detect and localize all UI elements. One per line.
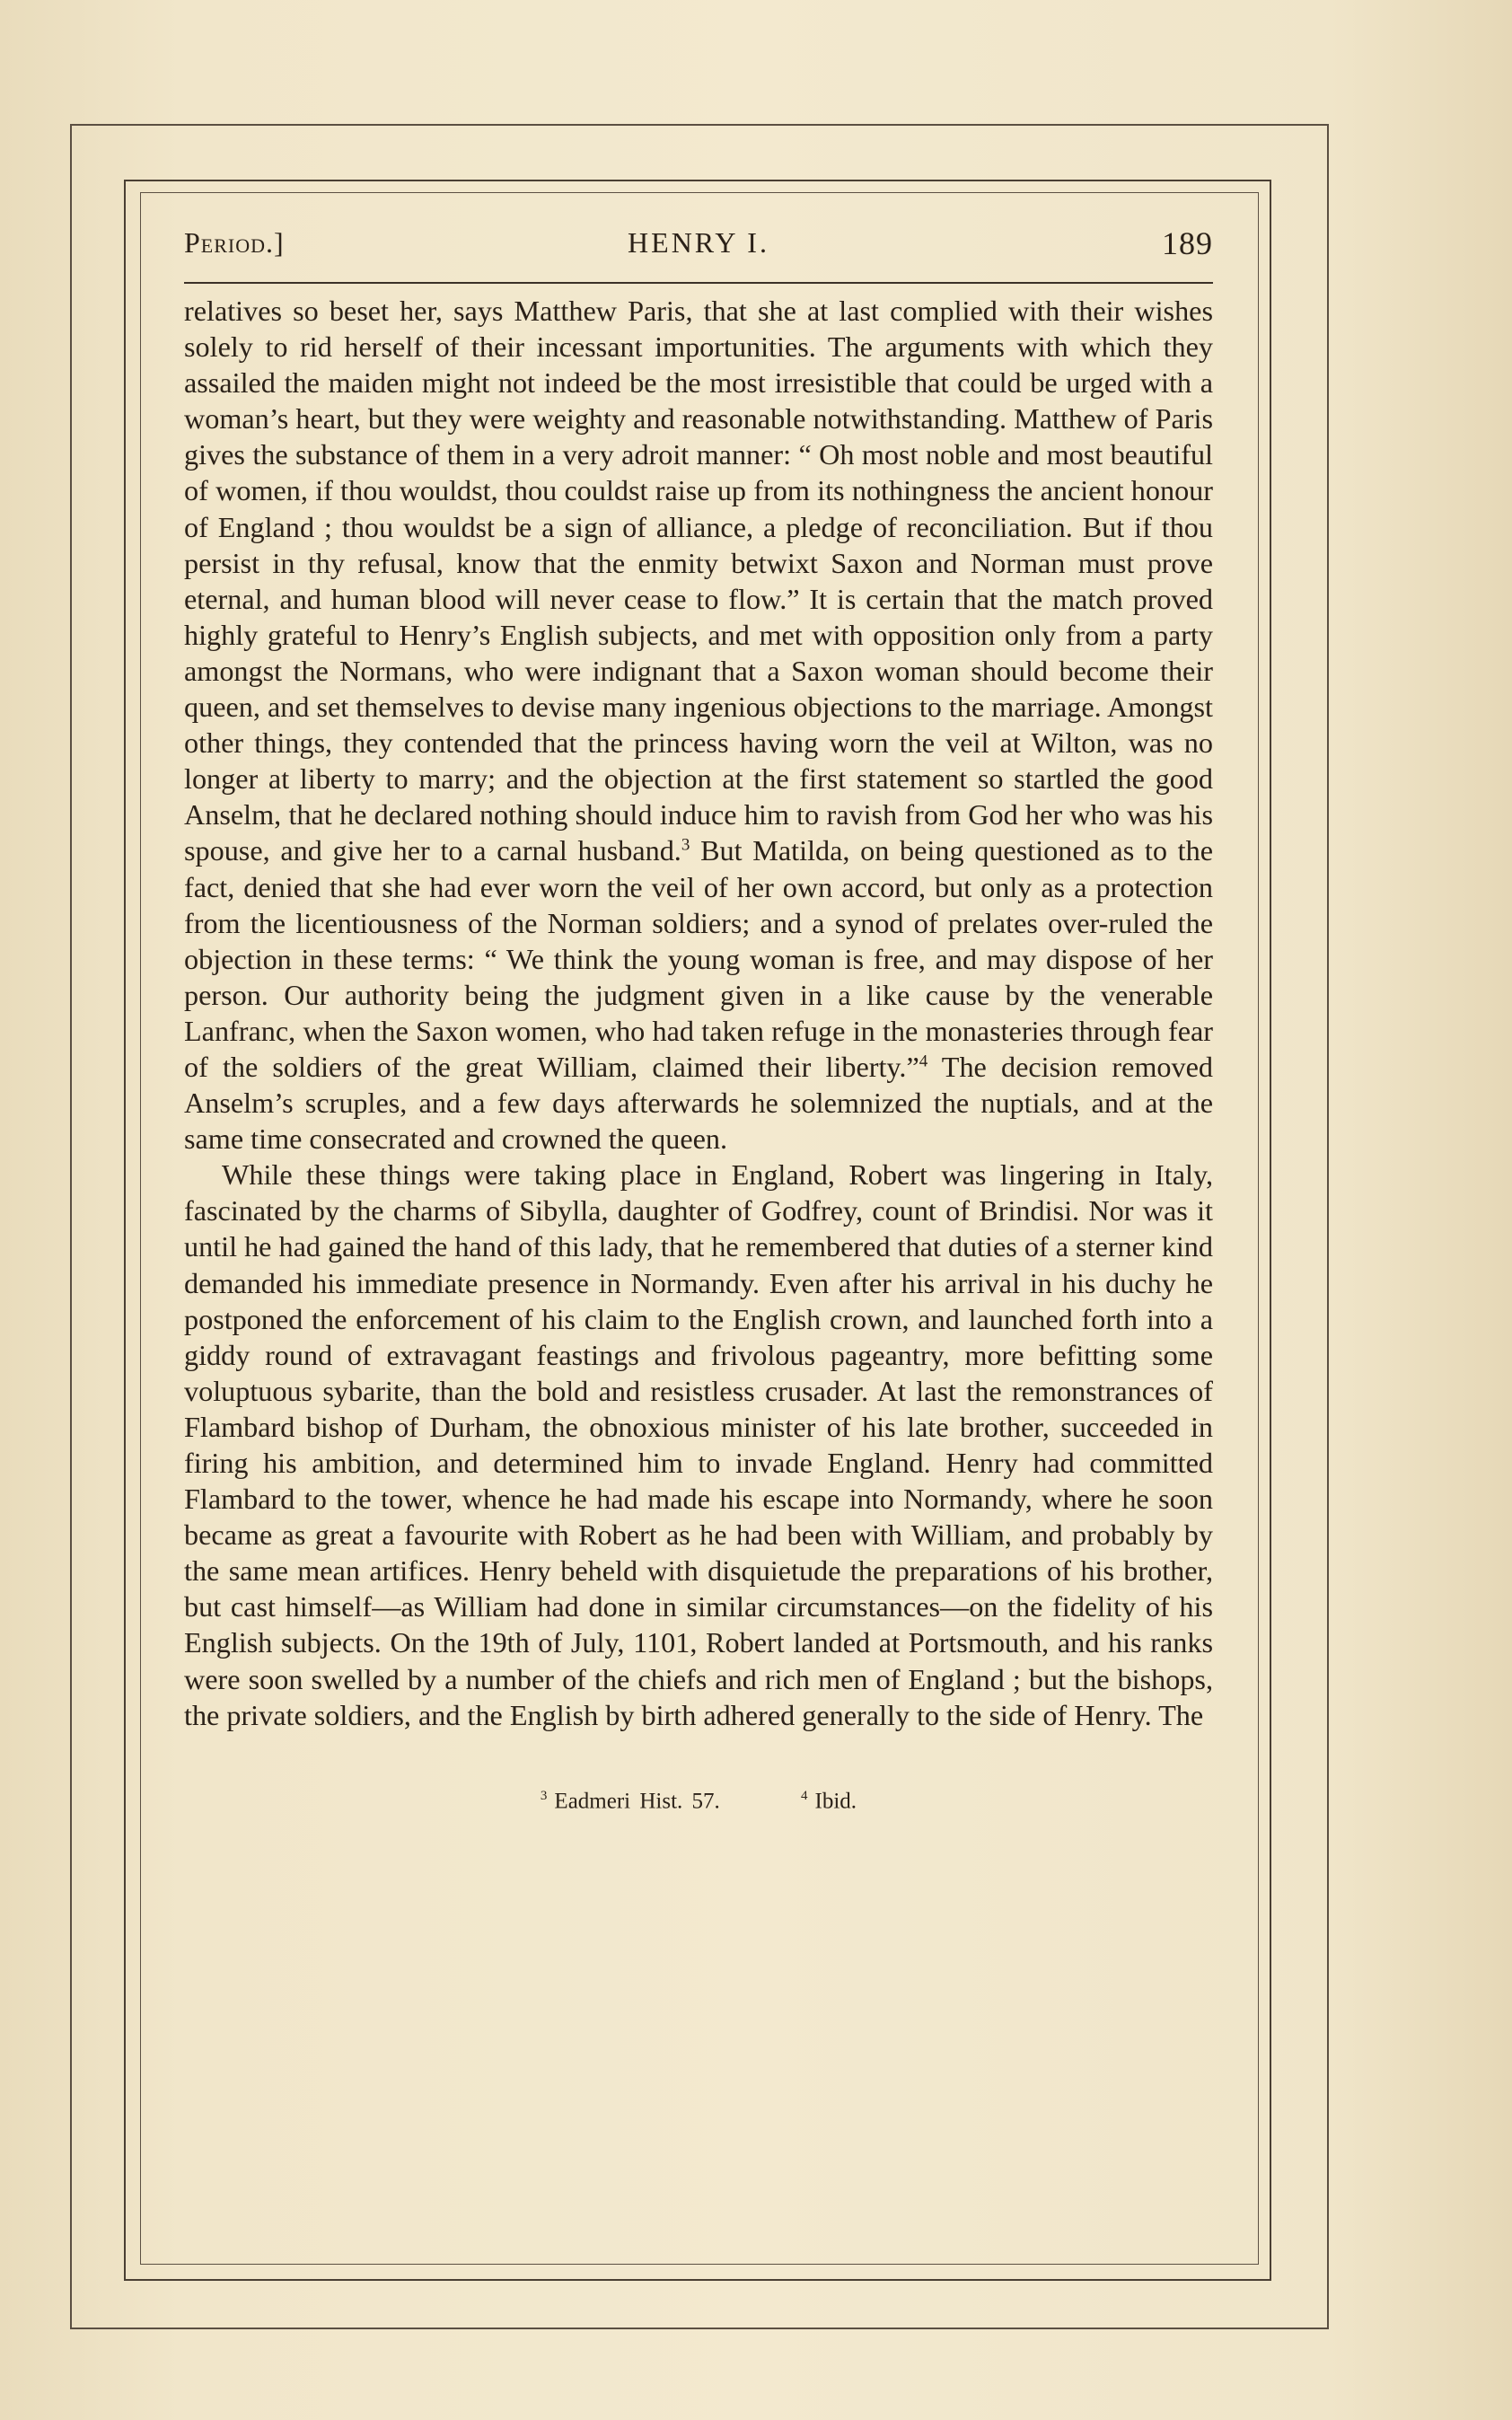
header-period: Period.] [184, 226, 285, 259]
running-header [184, 216, 1213, 268]
page-content [184, 216, 1213, 1814]
paragraph-1-part-2: But Matilda, on being questioned as to the fact, denied that she had ever worn the veil of her own accord, but only as a protection from the licentiousness of the Norman soldiers; and a synod of prelates over-ruled the objection in these terms: “ We think the young woman is free, and may dispose of her person. Our authority being the judgment given in a like cause by the venerable Lanfranc, when the Saxon women, who had taken refuge in the monasteries through fear of the soldiers of the great William, claimed their liberty.” [184, 834, 1213, 1083]
paragraph-1-part-1: relatives so beset her, says Matthew Paris, that she at last complied with their wishes solely to rid herself of their incessant importunities. The arguments with which they assailed the maiden might not indeed be the most irresistible that could be urged with a woman’s heart, but they were weighty and reasonable notwithstanding. Matthew of Paris gives the substance of them in a very adroit manner: “ Oh most noble and most beautiful of women, if thou wouldst, thou couldst raise up from its nothingness the ancient honour of England ; thou wouldst be a sign of alliance, a pledge of reconciliation. But if thou persist in thy refusal, know that the enmity betwixt Saxon and Norman must prove eternal, and human blood will never cease to flow.” It is certain that the match proved highly grateful to Henry’s English subjects, and met with opposition only from a party amongst the Normans, who were indignant that a Saxon woman should become their queen, and set themselves to devise many ingenious objections to the marriage. Amongst other things, they contended that the princess having worn the veil at Wilton, was no longer at liberty to marry; and the objection at the first statement so startled the good Anselm, that he declared nothing should induce him to ravish from God her who was his spouse, and give her to a carnal husband. [184, 295, 1213, 867]
paragraph-1-part-3: The decision removed Anselm’s scruples, and a few days afterwards he solemnized the nuptials, and at the same time consecrated and crowned the queen. [184, 1050, 1213, 1156]
footnote-3 [541, 1789, 720, 1814]
header-rule [184, 282, 1213, 284]
footnote-4-mark: 4 [801, 1788, 808, 1803]
body-text [184, 293, 1213, 1733]
paragraph-2: While these things were taking place in England, Robert was lingering in Italy, fascinated by the charms of Sibylla, daughter of Godfrey, count of Brindisi. Nor was it until he had gained the hand of this lady, that he remembered that duties of a sterner kind demanded his immediate presence in Normandy. Even after his arrival in his duchy he postponed the enforcement of his claim to the English crown, and launched forth into a giddy round of extravagant feastings and frivolous pageantry, more befitting some voluptuous sybarite, than the bold and resistless crusader. At last the remonstrances of Flambard bishop of Durham, the obnoxious minister of his late brother, succeeded in firing his ambition, and determined him to invade England. Henry had committed Flambard to the tower, whence he had made his escape into Normandy, where he soon became as great a favourite with Robert as he had been with William, and probably by the same mean artifices. Henry beheld with disquietude the preparations of his brother, but cast himself—as William had done in similar circumstances—on the fidelity of his English subjects. On the 19th of July, 1101, Robert landed at Portsmouth, and his ranks were soon swelled by a number of the chiefs and rich men of England ; but the bishops, the private soldiers, and the English by birth adhered generally to the side of Henry. The [184, 1158, 1213, 1731]
footnote-4-text: Ibid. [814, 1789, 857, 1814]
footnotes [184, 1789, 1213, 1814]
footnote-ref-3: 3 [681, 835, 690, 855]
page-number: 189 [1162, 225, 1213, 261]
footnote-4 [801, 1789, 857, 1814]
header-title: HENRY I. [628, 226, 769, 259]
footnote-ref-4: 4 [919, 1052, 928, 1071]
footnote-3-mark: 3 [540, 1788, 548, 1803]
footnote-3-text: Eadmeri Hist. 57. [554, 1789, 720, 1814]
paragraph-1 [184, 293, 1213, 1157]
